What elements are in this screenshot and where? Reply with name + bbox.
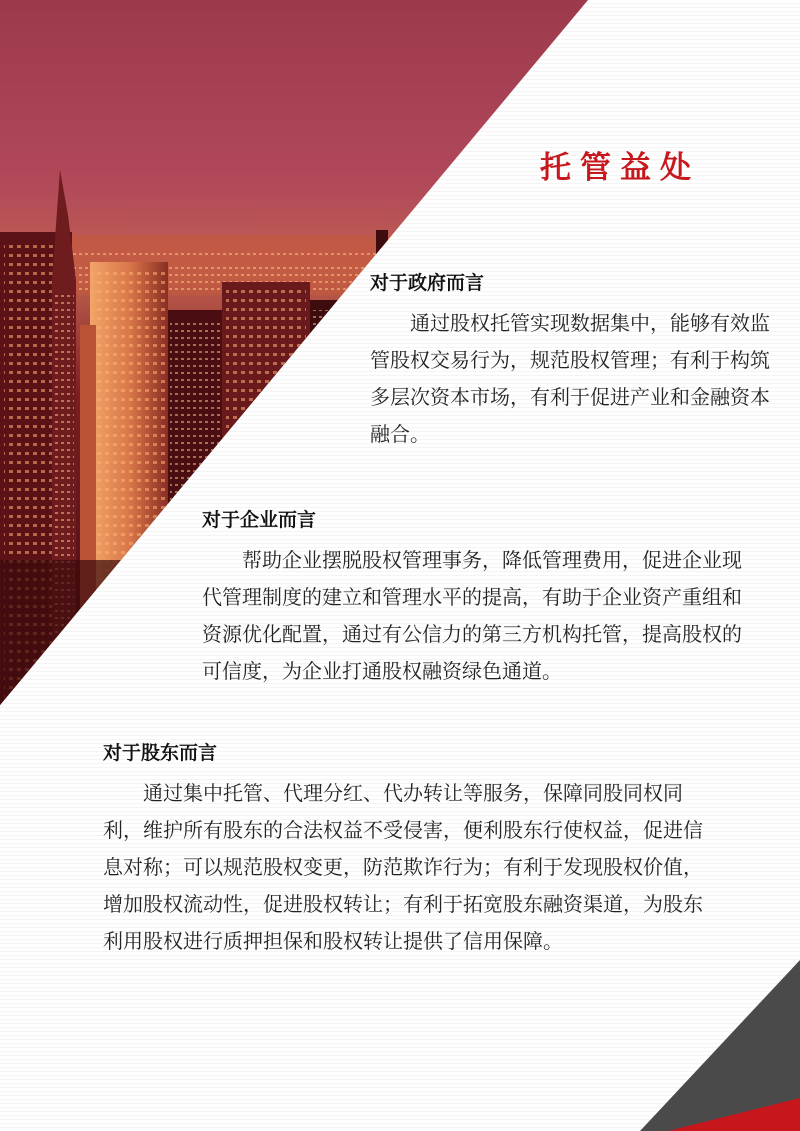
section-enterprise — [202, 505, 750, 690]
section-shareholder-heading: 对于股东而言 — [103, 742, 218, 764]
section-shareholder — [103, 738, 721, 960]
section-government-heading: 对于政府而言 — [370, 272, 485, 294]
page-title: 托管益处 — [540, 150, 700, 186]
section-shareholder-body: 通过集中托管、代理分红、代办转让等服务，保障同股同权同利，维护所有股东的合法权益不受侵害，便利股东行使权益，促进信息对称；可以规范股权变更，防范欺诈行为；有利于发现股权价值，增加股权流动性，促进股权转让；有利于拓宽股东融资渠道，为股东利用股权进行质押担保和股权转让提供了信用保障。 — [103, 781, 703, 953]
section-enterprise-body: 帮助企业摆脱股权管理事务，降低管理费用，促进企业现代管理制度的建立和管理水平的提高，有助于企业资产重组和资源优化配置，通过有公信力的第三方机构托管，提高股权的可信度，为企业打通股权融资绿色通道。 — [202, 548, 742, 683]
section-enterprise-heading: 对于企业而言 — [202, 509, 317, 531]
section-government — [370, 268, 780, 453]
section-government-body: 通过股权托管实现数据集中，能够有效监管股权交易行为，规范股权管理；有利于构筑多层次资本市场，有利于促进产业和金融资本融合。 — [370, 311, 770, 446]
